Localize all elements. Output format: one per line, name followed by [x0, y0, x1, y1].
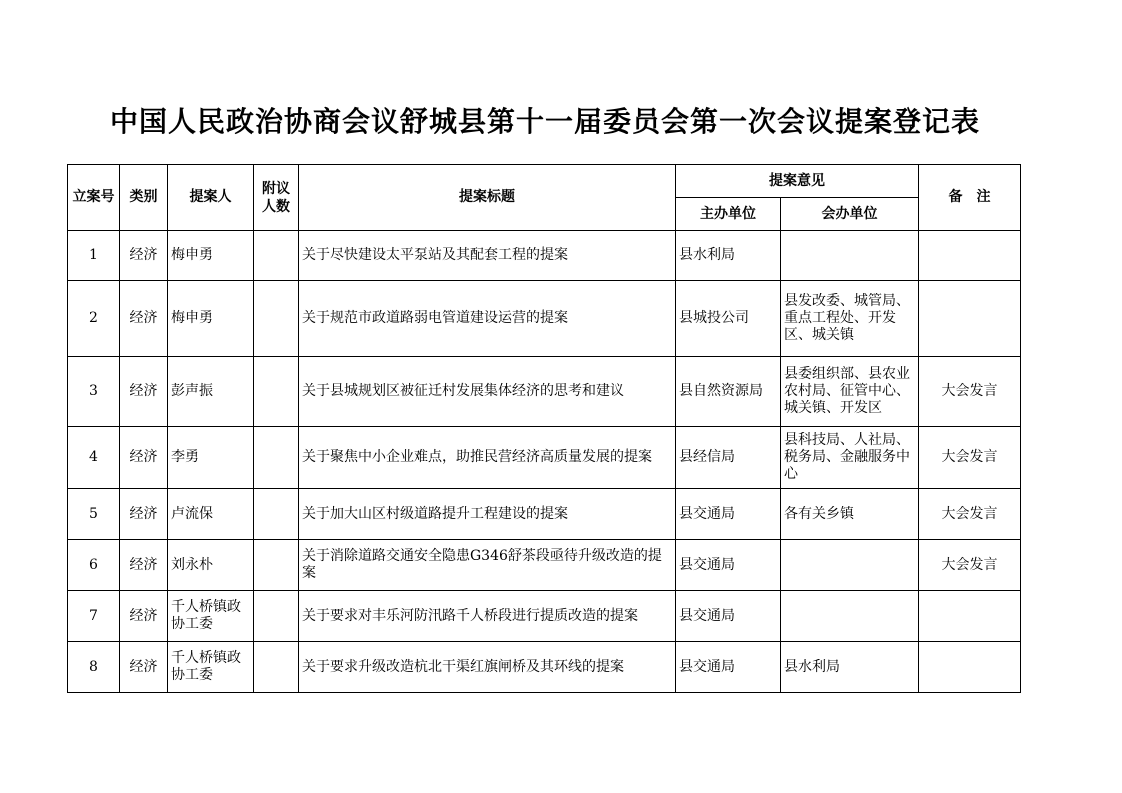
co-unit-text: 县科技局、人社局、税务局、金融服务中心	[784, 432, 910, 482]
table-row	[68, 540, 1021, 591]
cell-proposal-title: 关于规范市政道路弱电管道建设运营的提案	[299, 281, 676, 357]
cell-proposer: 李勇	[168, 427, 254, 489]
header-remarks: 备 注	[919, 165, 1021, 231]
header-lead-unit: 主办单位	[676, 198, 781, 231]
cell-remarks	[919, 591, 1021, 642]
header-row-1	[68, 165, 1021, 198]
header-proposer: 提案人	[168, 165, 254, 231]
cell-lead-unit: 县自然资源局	[676, 357, 781, 427]
cell-co-unit	[781, 540, 919, 591]
co-unit-text: 县发改委、城管局、重点工程处、开发区、城关镇	[784, 293, 910, 343]
cell-co-unit	[781, 591, 919, 642]
cell-proposal-title: 关于县城规划区被征迁村发展集体经济的思考和建议	[299, 357, 676, 427]
proposal-register-table-wrapper	[67, 164, 1021, 693]
table-row	[68, 231, 1021, 281]
cell-co-unit	[781, 642, 919, 693]
cell-proposer: 彭声振	[168, 357, 254, 427]
cell-proposal-title: 关于尽快建设太平泵站及其配套工程的提案	[299, 231, 676, 281]
cell-cosigners	[254, 489, 299, 540]
cell-co-unit	[781, 489, 919, 540]
cell-cosigners	[254, 427, 299, 489]
cell-proposer: 梅申勇	[168, 231, 254, 281]
cell-cosigners	[254, 357, 299, 427]
cell-category: 经济	[120, 642, 168, 693]
cell-case-no: 5	[68, 489, 120, 540]
header-case-no: 立案号	[68, 165, 120, 231]
cell-case-no: 8	[68, 642, 120, 693]
cell-cosigners	[254, 642, 299, 693]
cell-lead-unit: 县交通局	[676, 642, 781, 693]
cell-lead-unit: 县交通局	[676, 489, 781, 540]
cell-case-no: 6	[68, 540, 120, 591]
cell-proposal-title: 关于要求升级改造杭北干渠红旗闸桥及其环线的提案	[299, 642, 676, 693]
cell-lead-unit: 县城投公司	[676, 281, 781, 357]
cell-remarks: 大会发言	[919, 540, 1021, 591]
cell-cosigners	[254, 281, 299, 357]
cell-remarks	[919, 642, 1021, 693]
cell-case-no: 7	[68, 591, 120, 642]
cell-category: 经济	[120, 540, 168, 591]
table-row	[68, 281, 1021, 357]
header-category: 类别	[120, 165, 168, 231]
cell-proposal-title: 关于消除道路交通安全隐患G346舒茶段亟待升级改造的提案	[299, 540, 676, 591]
cell-proposal-title: 关于要求对丰乐河防汛路千人桥段进行提质改造的提案	[299, 591, 676, 642]
co-unit-text: 各有关乡镇	[784, 505, 854, 522]
cell-lead-unit: 县交通局	[676, 591, 781, 642]
cell-case-no: 4	[68, 427, 120, 489]
cell-case-no: 3	[68, 357, 120, 427]
cell-co-unit	[781, 357, 919, 427]
cell-category: 经济	[120, 591, 168, 642]
header-proposal-title: 提案标题	[299, 165, 676, 231]
cell-case-no: 1	[68, 231, 120, 281]
table-row	[68, 591, 1021, 642]
cell-remarks: 大会发言	[919, 357, 1021, 427]
cell-lead-unit: 县经信局	[676, 427, 781, 489]
table-row	[68, 642, 1021, 693]
table-row	[68, 427, 1021, 489]
header-co-unit: 会办单位	[781, 198, 919, 231]
cell-category: 经济	[120, 281, 168, 357]
cell-co-unit	[781, 281, 919, 357]
cell-co-unit	[781, 231, 919, 281]
cell-cosigners	[254, 591, 299, 642]
cell-category: 经济	[120, 489, 168, 540]
cell-remarks	[919, 281, 1021, 357]
header-cosigners: 附议人数	[254, 165, 299, 231]
cell-co-unit	[781, 427, 919, 489]
cell-proposer: 千人桥镇政协工委	[168, 591, 254, 642]
cell-remarks: 大会发言	[919, 489, 1021, 540]
cell-lead-unit: 县交通局	[676, 540, 781, 591]
cell-category: 经济	[120, 357, 168, 427]
cell-category: 经济	[120, 427, 168, 489]
cell-proposal-title: 关于聚焦中小企业难点，助推民营经济高质量发展的提案	[299, 427, 676, 489]
cell-lead-unit: 县水利局	[676, 231, 781, 281]
cell-category: 经济	[120, 231, 168, 281]
co-unit-text: 县委组织部、县农业农村局、征管中心、城关镇、开发区	[784, 366, 910, 416]
cell-remarks: 大会发言	[919, 427, 1021, 489]
cell-proposer: 刘永朴	[168, 540, 254, 591]
cell-proposer: 梅申勇	[168, 281, 254, 357]
cell-cosigners	[254, 231, 299, 281]
cell-remarks	[919, 231, 1021, 281]
cell-proposer: 卢流保	[168, 489, 254, 540]
cell-proposer: 千人桥镇政协工委	[168, 642, 254, 693]
cell-proposal-title: 关于加大山区村级道路提升工程建设的提案	[299, 489, 676, 540]
co-unit-text: 县水利局	[784, 658, 840, 675]
cell-cosigners	[254, 540, 299, 591]
document-title: 中国人民政治协商会议舒城县第十一届委员会第一次会议提案登记表	[109, 105, 980, 138]
cell-case-no: 2	[68, 281, 120, 357]
table-row	[68, 357, 1021, 427]
proposal-register-table	[67, 164, 1021, 693]
table-row	[68, 489, 1021, 540]
header-opinion-group: 提案意见	[676, 165, 919, 198]
